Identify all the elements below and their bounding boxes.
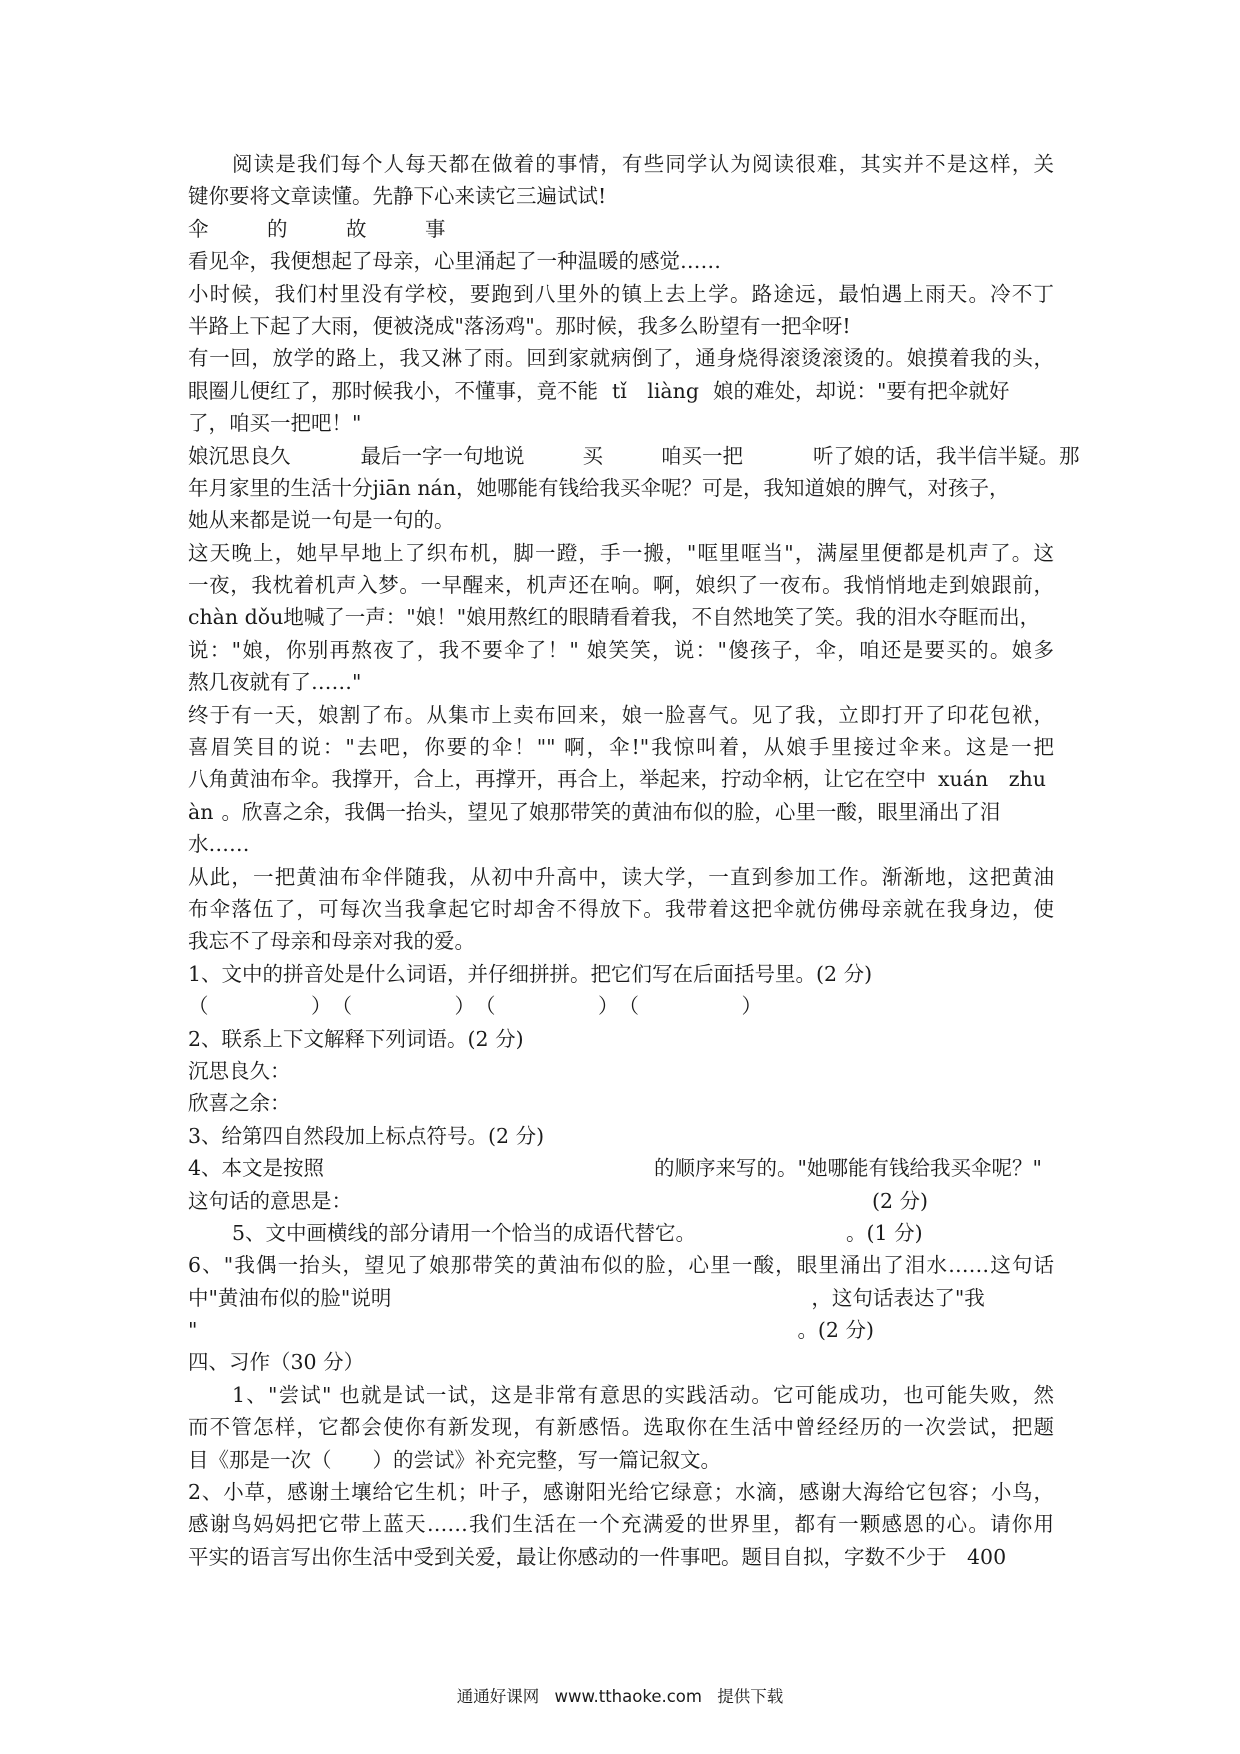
story-paragraph: àn 。欣喜之余，我偶一抬头，望见了娘那带笑的黄油布似的脸，心里一酸，眼里涌出了泪 xyxy=(188,799,1001,824)
page-footer xyxy=(0,1683,1240,1707)
story-paragraph: 我忘不了母亲和母亲对我的爱。 xyxy=(188,929,475,954)
story-paragraph: 这天晚上，她早早地上了织布机，脚一蹬，手一搬，"哐里哐当"，满屋里便都是机声了。这 xyxy=(188,540,1054,565)
writing-prompt-2: 感谢鸟妈妈把它带上蓝天……我们生活在一个充满爱的世界里，都有一颗感恩的心。请你用 xyxy=(188,1512,1054,1537)
pinyin-blank: àn xyxy=(188,799,214,824)
intro-line: 阅读是我们每个人每天都在做着的事情，有些同学认为阅读很难，其实并不是这样，关 xyxy=(232,152,1054,176)
story-paragraph: 从此，一把黄油布伞伴随我，从初中升高中，读大学，一直到参加工作。渐渐地，这把黄油 xyxy=(188,864,1054,889)
answer-blanks[interactable]: （ ） （ ） （ ） （ ） xyxy=(188,994,762,1019)
document-body xyxy=(188,148,1080,1573)
story-paragraph: 喜眉笑目的说："去吧，你要的伞！"" 啊，伞!"我惊叫着，从娘手里接过伞来。这是一把 xyxy=(188,735,1054,760)
question-4: 4、本文是按照 的顺序来写的。"她哪能有钱给我买伞呢？" xyxy=(188,1156,1042,1181)
story-paragraph: 她从来都是说一句是一句的。 xyxy=(188,508,455,533)
term-chensi: 沉思良久： xyxy=(188,1058,291,1083)
story-paragraph: chàn dǒu地喊了一声："娘！"娘用熬红的眼睛看着我，不自然地笑了笑。我的泪水夺眶而出， xyxy=(188,605,1041,630)
story-paragraph: 眼圈儿便红了，那时候我小，不懂事，竟不能 tǐ liàng 娘的难处，却说："要有把伞就好 xyxy=(188,378,1010,403)
writing-prompt-2: 2、小草，感谢土壤给它生机；叶子，感谢阳光给它绿意；水滴，感谢大海给它包容；小鸟， xyxy=(188,1480,1054,1505)
story-paragraph: 一夜，我枕着机声入梦。一早醒来，机声还在响。啊，娘织了一夜布。我悄悄地走到娘跟前， xyxy=(188,573,1054,598)
story-paragraph: 终于有一天，娘割了布。从集市上卖布回来，娘一脸喜气。见了我，立即打开了印花包袱， xyxy=(188,702,1054,727)
writing-heading: 四、习作（30 分） xyxy=(188,1350,365,1375)
term-xinxi: 欣喜之余： xyxy=(188,1091,291,1116)
question-6: 6、"我偶一抬头，望见了娘那带笑的黄油布似的脸，心里一酸，眼里涌出了泪水……这句话 xyxy=(188,1253,1054,1278)
writing-prompt-1: 目《那是一次（ ）的尝试》补充完整，写一篇记叙文。 xyxy=(188,1447,721,1472)
story-paragraph: 小时候，我们村里没有学校，要跑到八里外的镇上去上学。路途远，最怕遇上雨天。冷不丁 xyxy=(188,281,1054,306)
intro-line: 键你要将文章读懂。先静下心来读它三遍试试! xyxy=(188,184,607,209)
story-paragraph: 了，咱买一把吧！" xyxy=(188,411,362,436)
writing-prompt-1: 而不管怎样，它都会使你有新发现，有新感悟。选取你在生活中曾经经历的一次尝试，把题 xyxy=(188,1415,1054,1440)
pinyin-blank: chàn dǒu xyxy=(188,605,284,630)
story-paragraph: 半路上下起了大雨，便被浇成"落汤鸡"。那时候，我多么盼望有一把伞呀! xyxy=(188,313,851,338)
footer-site: 通通好课网 xyxy=(456,1687,540,1706)
story-paragraph: 水…… xyxy=(188,832,250,857)
question-2: 2、联系上下文解释下列词语。(2 分) xyxy=(188,1026,524,1051)
footer-note: 提供下载 xyxy=(717,1687,784,1706)
pinyin-blank: tǐ liàng xyxy=(612,378,699,403)
question-5: 5、文中画横线的部分请用一个恰当的成语代替它。 。(1 分) xyxy=(232,1220,923,1245)
story-paragraph: 娘沉思良久 最后一字一句地说 买 咱买一把 听了娘的话，我半信半疑。那 xyxy=(188,443,1080,468)
question-3: 3、给第四自然段加上标点符号。(2 分) xyxy=(188,1123,545,1148)
story-paragraph: 熬几夜就有了……" xyxy=(188,670,362,695)
story-paragraph: 年月家里的生活十分jiān nán，她哪能有钱给我买伞呢？可是，我知道娘的脾气，对孩子， xyxy=(188,475,1010,500)
writing-prompt-2: 平实的语言写出你生活中受到关爱，最让你感动的一件事吧。题目自拟，字数不少于 400 xyxy=(188,1544,1007,1569)
question-6: " 。(2 分) xyxy=(188,1318,874,1343)
writing-prompt-1: 1、"尝试" 也就是试一试，这是非常有意思的实践活动。它可能成功，也可能失败，然 xyxy=(232,1382,1054,1407)
story-title: 伞 的 故 事 xyxy=(188,216,472,241)
footer-url[interactable]: www.tthaoke.com xyxy=(554,1687,702,1706)
question-6: 中"黄油布似的脸"说明 ，这句话表达了"我 xyxy=(188,1285,985,1310)
pinyin-blank: xuán zhu xyxy=(938,767,1046,792)
question-4: 这句话的意思是： (2 分) xyxy=(188,1188,929,1213)
pinyin-blank: jiān nán xyxy=(372,475,456,500)
story-paragraph: 有一回，放学的路上，我又淋了雨。回到家就病倒了，通身烧得滚烫滚烫的。娘摸着我的头， xyxy=(188,346,1054,371)
story-paragraph: 八角黄油布伞。我撑开，合上，再撑开，再合上，举起来，拧动伞柄，让它在空中 xuán zhu xyxy=(188,767,1046,792)
story-paragraph: 布伞落伍了，可每次当我拿起它时却舍不得放下。我带着这把伞就仿佛母亲就在我身边，使 xyxy=(188,896,1054,921)
story-paragraph: 看见伞，我便想起了母亲，心里涌起了一种温暖的感觉…… xyxy=(188,249,721,274)
story-paragraph: 说："娘，你别再熬夜了，我不要伞了！" 娘笑笑，说："傻孩子，伞，咱还是要买的。娘多 xyxy=(188,637,1054,662)
question-1: 1、文中的拼音处是什么词语，并仔细拼拼。把它们写在后面括号里。(2 分) xyxy=(188,961,873,986)
